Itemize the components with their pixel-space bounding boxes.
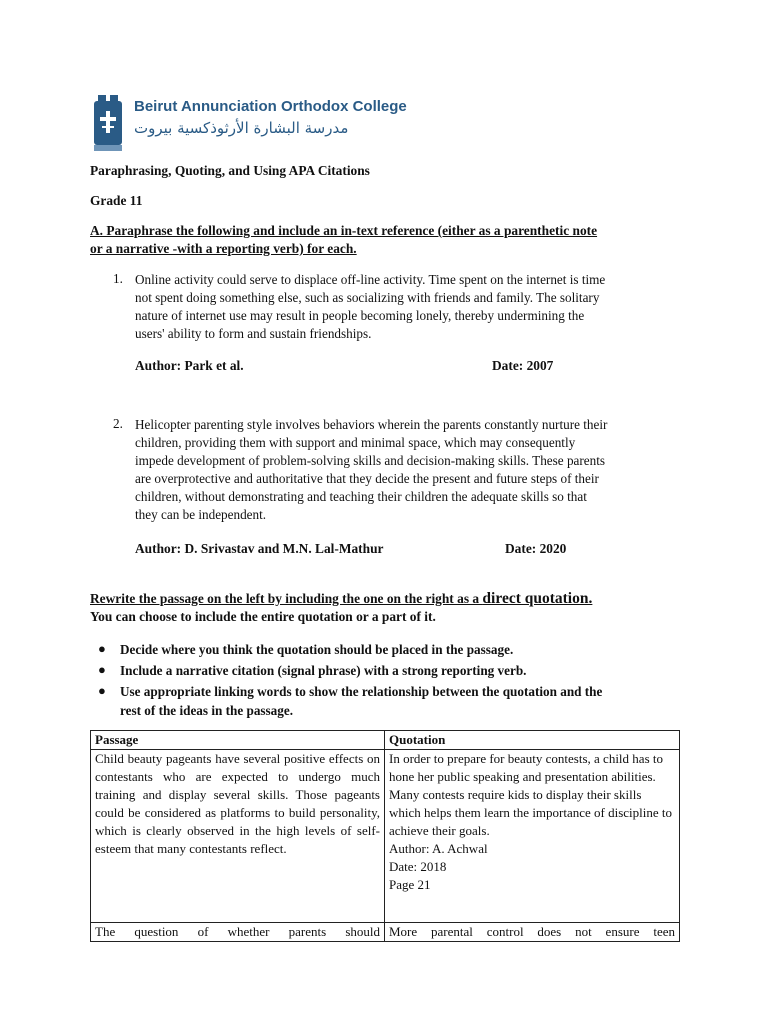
bullet-item-continued: rest of the ideas in the passage. xyxy=(120,703,294,718)
grade-label: Grade 11 xyxy=(90,193,143,208)
school-name-ar: مدرسة البشارة الأرثوذكسية بيروت xyxy=(134,119,349,137)
passage-cell: Child beauty pageants have several positive effects on contestants who are expected to undergo much training and display several skills. Those pageants could be considered as platforms to build personality, which is clearly observed in the high levels of self-esteem that many contestants reflect. xyxy=(91,750,385,923)
item-1-line: Online activity could serve to displace off-line activity. Time spent on the internet is time xyxy=(135,272,606,287)
item-2-number: 2. xyxy=(113,416,123,431)
item-1-number: 1. xyxy=(113,271,123,286)
section-b-instruction-line2: You can choose to include the entire quotation or a part of it. xyxy=(90,609,436,624)
passage-cell: The question of whether parents should xyxy=(91,923,385,942)
table-header-row xyxy=(91,731,680,750)
table-row xyxy=(91,750,680,923)
item-1-line: users' ability to form and sustain friendships. xyxy=(135,326,372,341)
quotation-date: Date: 2018 xyxy=(389,859,447,874)
quotation-text: In order to prepare for beauty contests, a child has to hone her public speaking and presentation abilities. Many contests require kids to display their skills which helps them learn the importance of discipline to achieve their goals. xyxy=(389,751,673,838)
school-name-en: Beirut Annunciation Orthodox College xyxy=(134,98,407,115)
item-2-line: children, providing them with support and minimal space, which may consequently xyxy=(135,435,576,450)
school-crest-icon xyxy=(88,93,128,153)
item-2-line: are overprotective and authoritative that they decide the present and future steps of their xyxy=(135,471,599,486)
item-2-line: children, without demonstrating and teaching their children the adequate skills so that xyxy=(135,489,587,504)
bullet-icon: ● xyxy=(98,683,106,698)
bullet-icon: ● xyxy=(98,662,106,677)
table-header-passage: Passage xyxy=(91,731,385,750)
section-b-instruction xyxy=(90,590,592,608)
document-title: Paraphrasing, Quoting, and Using APA Citations xyxy=(90,163,370,178)
section-b-instruction-emphasis: direct quotation. xyxy=(482,590,593,607)
item-2-author: Author: D. Srivastav and M.N. Lal-Mathur xyxy=(135,541,384,556)
section-b-instruction-text: Rewrite the passage on the left by including the one on the right as a xyxy=(90,591,483,606)
quotation-author: Author: A. Achwal xyxy=(389,841,488,856)
item-1-date: Date: 2007 xyxy=(492,358,554,373)
quotation-cell xyxy=(385,750,680,923)
item-2-date: Date: 2020 xyxy=(505,541,567,556)
item-1-author: Author: Park et al. xyxy=(135,358,244,373)
quotation-page: Page 21 xyxy=(389,877,431,892)
item-1-line: not spent doing something else, such as socializing with friends and family. The solitary xyxy=(135,290,600,305)
bullet-icon: ● xyxy=(98,641,106,656)
section-a-heading-line2: or a narrative -with a reporting verb) for each. xyxy=(90,241,357,256)
quotation-table xyxy=(90,730,680,942)
section-a-heading-line1: A. Paraphrase the following and include an in-text reference (either as a parenthetic note xyxy=(90,223,598,238)
item-1-text xyxy=(135,271,680,343)
table-row xyxy=(91,923,680,942)
quotation-cell: More parental control does not ensure teen xyxy=(385,923,680,942)
item-1-line: nature of internet use may result in people becoming lonely, thereby undermining the xyxy=(135,308,585,323)
bullet-item: Include a narrative citation (signal phrase) with a strong reporting verb. xyxy=(120,663,527,678)
item-2-line: impede development of problem-solving skills and decision-making skills. These parents xyxy=(135,453,606,468)
bullet-item: Use appropriate linking words to show the relationship between the quotation and the xyxy=(120,684,603,699)
item-2-line: Helicopter parenting style involves behaviors wherein the parents constantly nurture their xyxy=(135,417,608,432)
bullet-item: Decide where you think the quotation should be placed in the passage. xyxy=(120,642,514,657)
item-2-line: they can be independent. xyxy=(135,507,267,522)
school-logo xyxy=(88,93,407,153)
table-header-quotation: Quotation xyxy=(385,731,680,750)
item-2-text xyxy=(135,416,680,524)
